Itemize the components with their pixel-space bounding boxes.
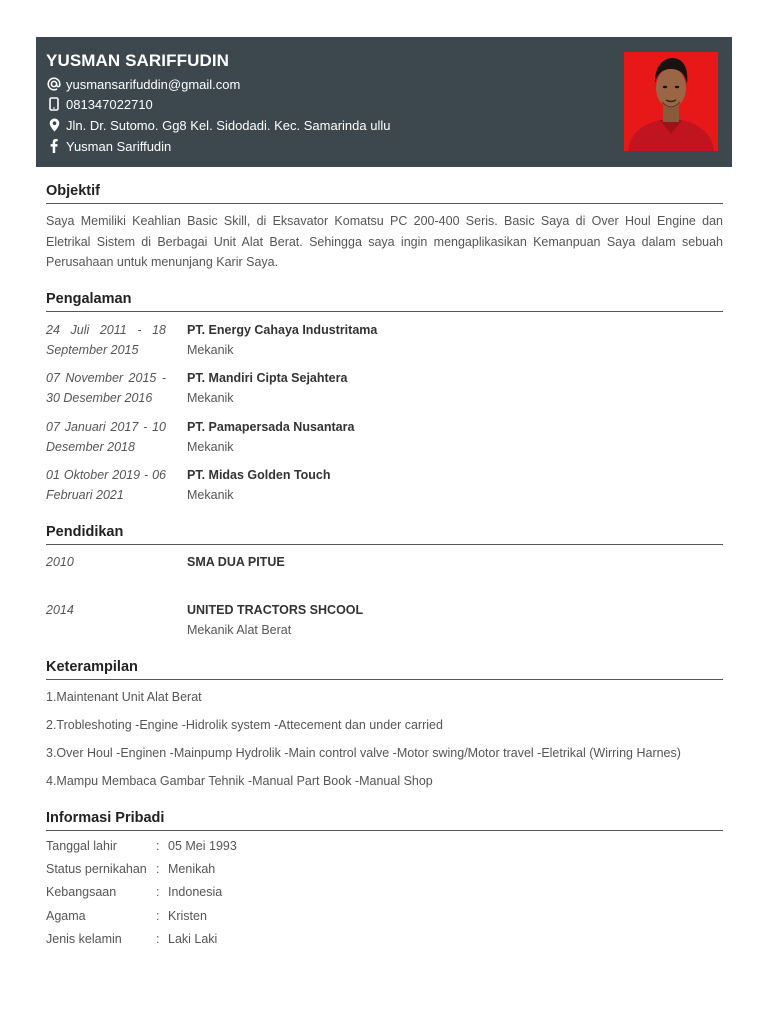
- contact-phone-row: [44, 95, 153, 113]
- skill-item: 1.Maintenant Unit Alat Berat: [46, 690, 202, 704]
- info-label: Status pernikahan: [46, 862, 147, 876]
- info-label: Kebangsaan: [46, 885, 117, 899]
- experience-role: Mekanik: [187, 343, 234, 357]
- skill-item: 4.Mampu Membaca Gambar Tehnik -Manual Part Book -Manual Shop: [46, 774, 433, 788]
- info-label: Jenis kelamin: [46, 932, 122, 946]
- education-major: Mekanik Alat Berat: [187, 623, 292, 637]
- experience-company: PT. Mandiri Cipta Sejahtera: [187, 371, 348, 385]
- info-value: Menikah: [168, 862, 216, 876]
- info-value: Indonesia: [168, 885, 223, 899]
- contact-email-row: [44, 75, 240, 93]
- address-text: Jln. Dr. Sutomo. Gg8 Kel. Sidodadi. Kec. Samarinda ullu: [66, 117, 391, 133]
- email-text[interactable]: yusmansarifuddin@gmail.com: [66, 76, 241, 92]
- location-pin-icon: [44, 118, 64, 132]
- section-title-experience: Pengalaman: [46, 291, 723, 312]
- experience-date: 24 Juli 2011 - 18 September 2015: [46, 323, 166, 357]
- info-label: Agama: [46, 909, 86, 923]
- experience-date: 01 Oktober 2019 - 06 Februari 2021: [46, 468, 166, 502]
- personal-info-section: [46, 810, 723, 955]
- experience-role: Mekanik: [187, 391, 234, 405]
- section-title-objective: Objektif: [46, 183, 723, 204]
- info-value: Laki Laki: [168, 932, 218, 946]
- skill-item: 3.Over Houl -Enginen -Mainpump Hydrolik -Main control valve -Motor swing/Motor travel -Eletrikal (Wirring Harnes): [46, 746, 681, 760]
- full-name: YUSMAN SARIFFUDIN: [46, 51, 230, 70]
- experience-section: [46, 291, 723, 506]
- info-value: Kristen: [168, 909, 207, 923]
- skills-section: [46, 659, 723, 799]
- resume-header: [36, 37, 732, 167]
- education-school: UNITED TRACTORS SHCOOL: [187, 603, 364, 617]
- at-icon: [44, 77, 64, 91]
- info-label: Tanggal lahir: [46, 839, 117, 853]
- objective-section: [46, 183, 723, 273]
- section-title-skills: Keterampilan: [46, 659, 723, 680]
- objective-text: Saya Memiliki Keahlian Basic Skill, di Eksavator Komatsu PC 200-400 Seris. Basic Saya di Over Houl Engine dan Eletrikal Sistem di Berbagai Unit Alat Berat. Sehingga saya ingin mengaplikasikan Kemanpuan Saya dalam sebuah Perusahaan untuk menunjang Karir Saya.: [46, 214, 723, 269]
- skill-item: 2.Trobleshoting -Engine -Hidrolik system -Attecement dan under carried: [46, 718, 443, 732]
- phone-text: 081347022710: [66, 96, 153, 112]
- education-year: 2014: [46, 603, 74, 617]
- contact-address-row: [44, 116, 390, 134]
- section-title-education: Pendidikan: [46, 524, 723, 545]
- info-separator: :: [156, 839, 160, 853]
- experience-role: Mekanik: [187, 440, 234, 454]
- section-title-personal: Informasi Pribadi: [46, 810, 723, 831]
- experience-role: Mekanik: [187, 488, 234, 502]
- info-separator: :: [156, 909, 160, 923]
- info-separator: :: [156, 862, 160, 876]
- phone-icon: [44, 97, 64, 111]
- experience-company: PT. Energy Cahaya Industritama: [187, 323, 378, 337]
- info-separator: :: [156, 932, 160, 946]
- facebook-icon: [44, 139, 64, 153]
- info-value: 05 Mei 1993: [168, 839, 237, 853]
- education-school: SMA DUA PITUE: [187, 555, 285, 569]
- profile-photo: [624, 52, 718, 151]
- facebook-text[interactable]: Yusman Sariffudin: [66, 138, 172, 154]
- education-section: [46, 524, 723, 644]
- contact-facebook-row: [44, 137, 171, 155]
- experience-company: PT. Midas Golden Touch: [187, 468, 331, 482]
- experience-date: 07 Januari 2017 - 10 Desember 2018: [46, 420, 166, 454]
- info-separator: :: [156, 885, 160, 899]
- experience-date: 07 November 2015 - 30 Desember 2016: [46, 371, 166, 405]
- experience-company: PT. Pamapersada Nusantara: [187, 420, 355, 434]
- education-year: 2010: [46, 555, 74, 569]
